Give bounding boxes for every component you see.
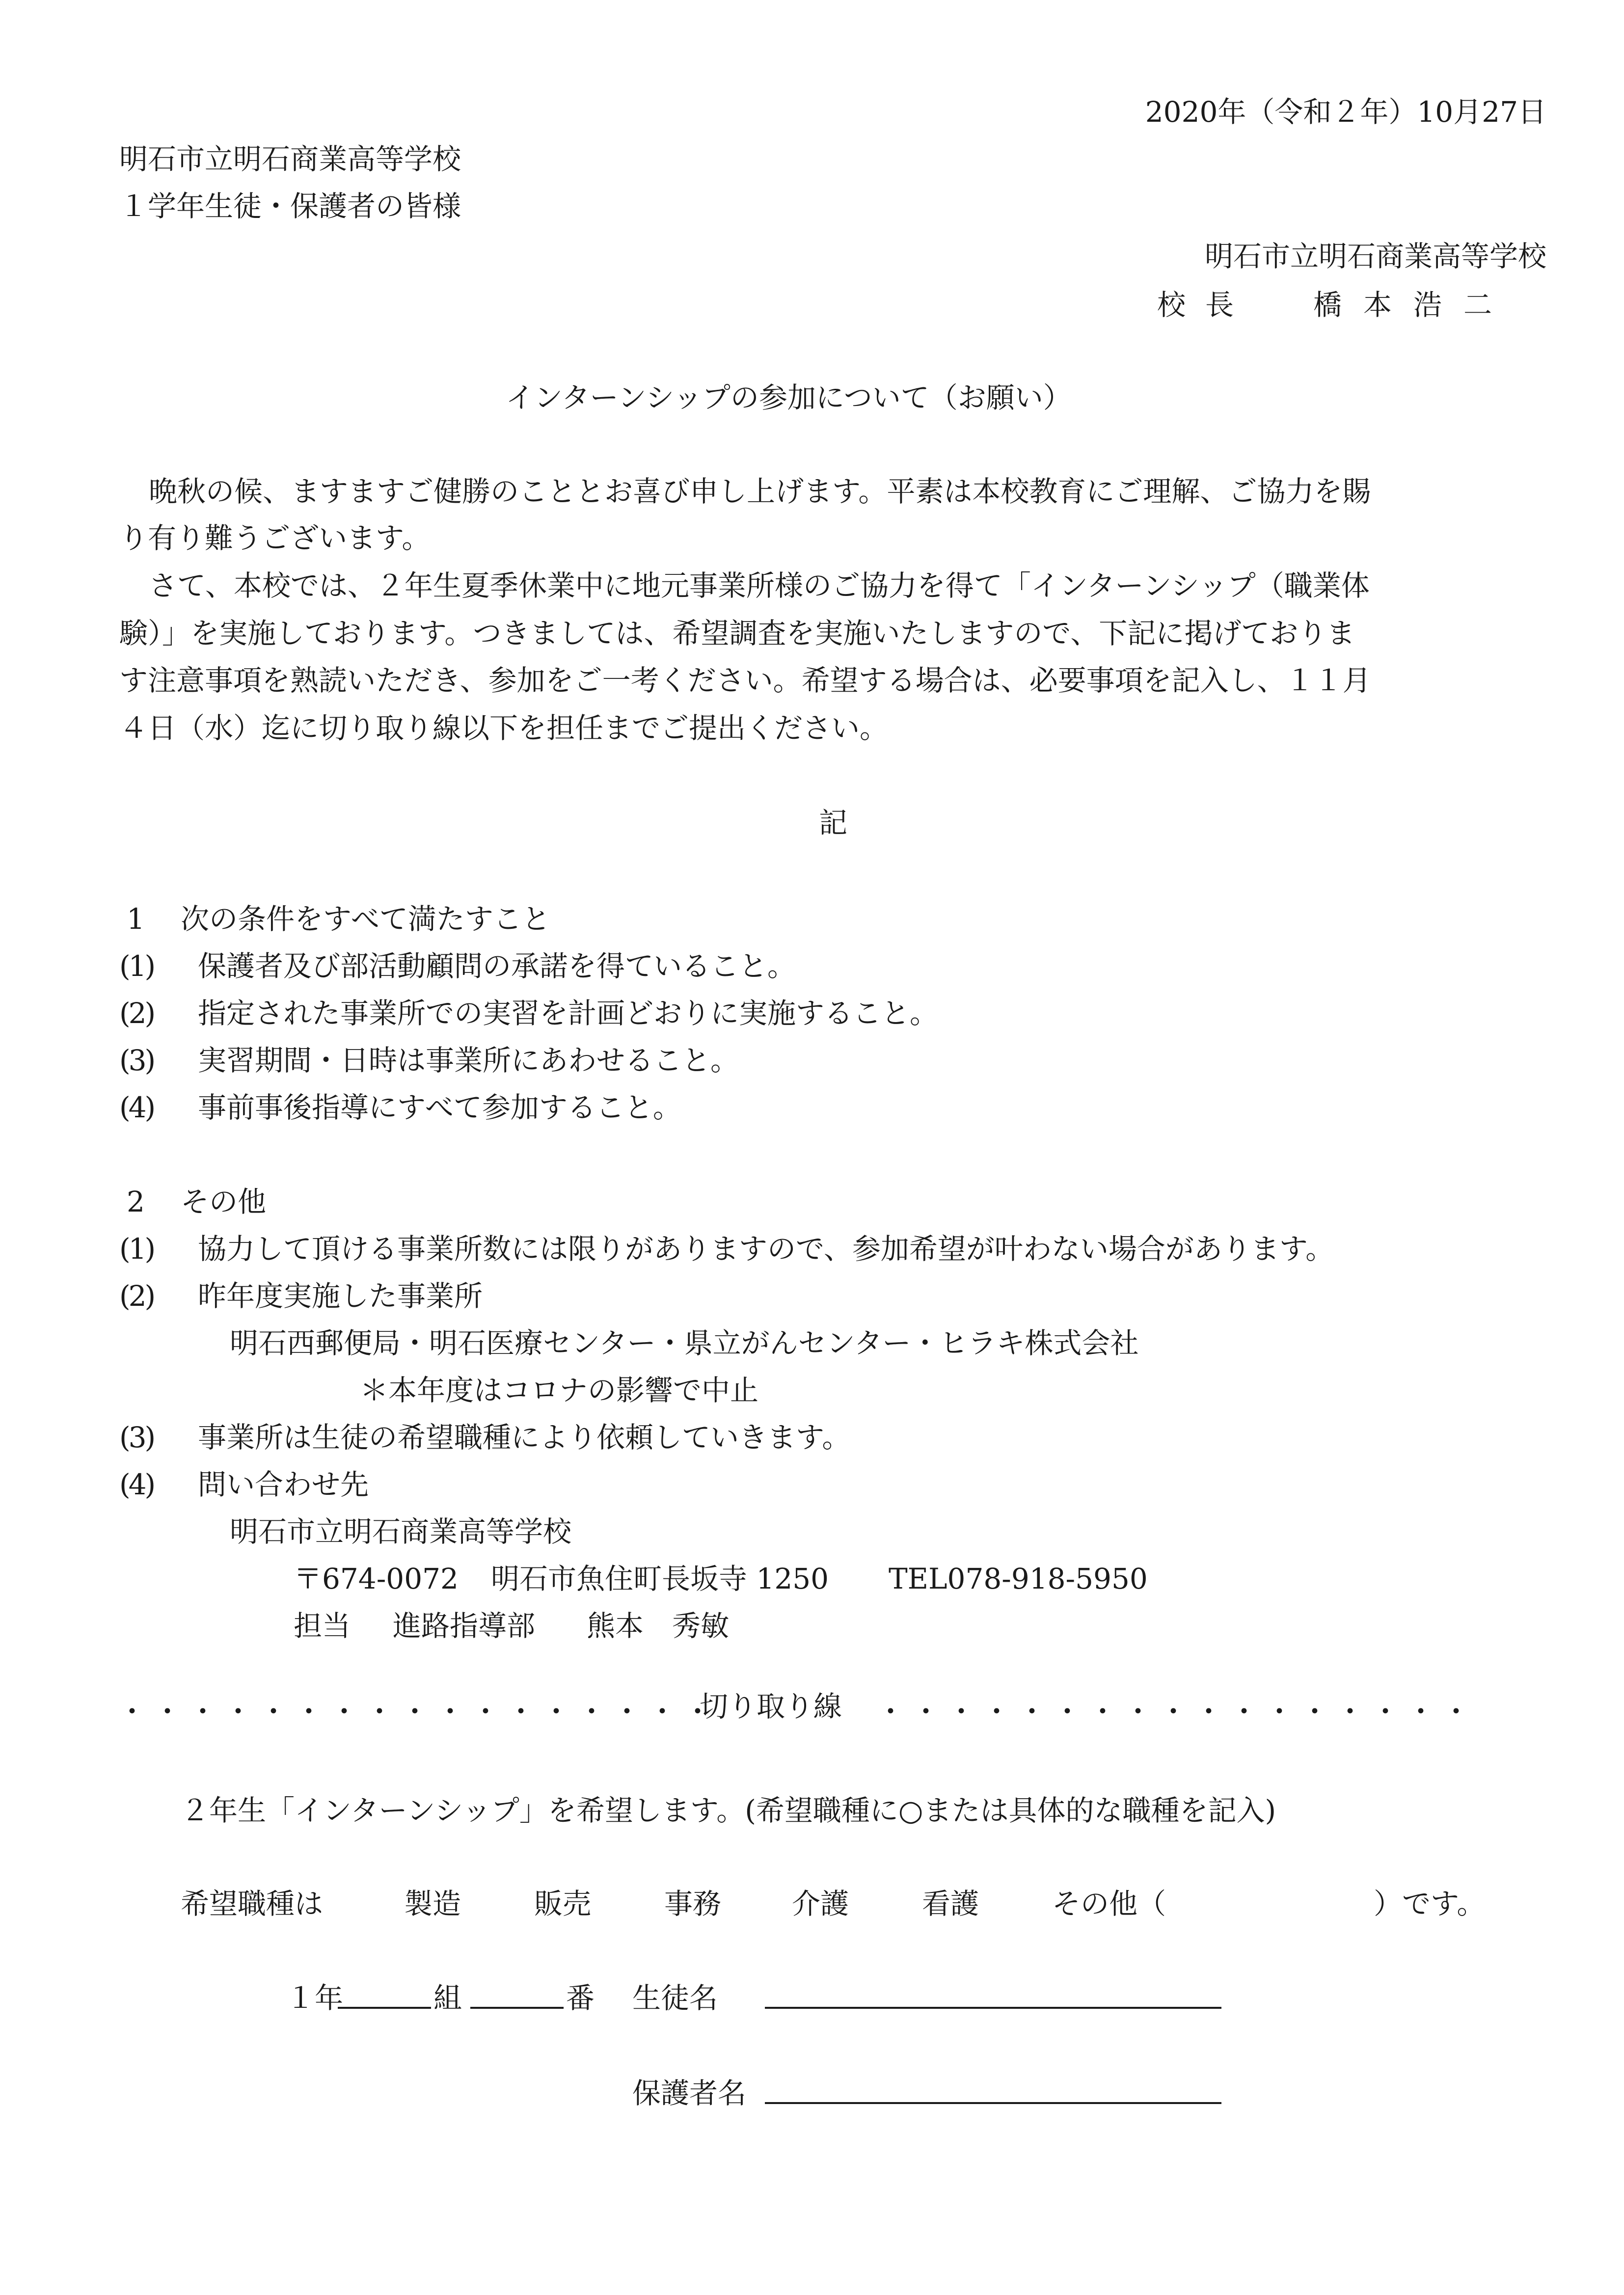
cutline-dots-left: ・・・・・・・・・・・・・・・・・ [118, 1695, 719, 1728]
paragraph-2-line-2: 験）」を実施しております。つきましては、希望調査を実施いたしますので、下記に掲げておりま [119, 617, 1355, 650]
guardian-name-field[interactable] [765, 2102, 1221, 2104]
section-2-item-2-text: 昨年度実施した事業所 [198, 1279, 483, 1313]
class-label: 組 [433, 1981, 462, 2015]
previous-companies: 明石西郵便局・明石医療センター・県立がんセンター・ヒラキ株式会社 [230, 1326, 1139, 1360]
contact-school: 明石市立明石商業高等学校 [230, 1515, 572, 1548]
section-1-item-2-text: 指定された事業所での実習を計画どおりに実施すること。 [198, 997, 939, 1030]
section-2-item-2-mark: (2) [119, 1279, 154, 1313]
student-name-field[interactable] [765, 2007, 1221, 2009]
job-option-care[interactable]: 介護 [792, 1887, 849, 1920]
job-option-sales[interactable]: 販売 [534, 1887, 592, 1920]
paragraph-2-line-4: ４日（水）迄に切り取り線以下を担任までご提出ください。 [119, 711, 889, 745]
section-1-heading: 次の条件をすべて満たすこと [181, 902, 550, 936]
sender-title: 校長 [1157, 288, 1254, 322]
contact-address: 明石市魚住町長坂寺 1250 [491, 1562, 829, 1595]
job-label: 希望職種は [181, 1887, 324, 1920]
ki-heading: 記 [819, 806, 848, 839]
form-statement: ２年生「インターンシップ」を希望します。(希望職種に○または具体的な職種を記入) [181, 1794, 1276, 1827]
number-label: 番 [566, 1981, 595, 2015]
section-2-item-3-text: 事業所は生徒の希望職種により依頼していきます。 [198, 1421, 851, 1454]
document-date: 2020年（令和２年）10月27日 [1145, 95, 1546, 129]
paragraph-2-line-1: さて、本校では、２年生夏季休業中に地元事業所様のご協力を得て「インターンシップ（職業体 [149, 569, 1370, 602]
section-1-number: 1 [127, 902, 145, 936]
cutline-dots-right: ・・・・・・・・・・・・・・・・・ [876, 1695, 1478, 1728]
section-1-item-2-mark: (2) [119, 997, 154, 1030]
section-1-item-1-mark: (1) [119, 949, 154, 983]
section-1-item-3-text: 実習期間・日時は事業所にあわせること。 [198, 1044, 739, 1077]
section-2-item-1-mark: (1) [119, 1232, 154, 1266]
section-1-item-4-mark: (4) [119, 1091, 154, 1124]
sender-name: 橋本浩二 [1313, 288, 1514, 322]
contact-person-label: 担当 [294, 1609, 351, 1643]
section-1-item-3-mark: (3) [119, 1044, 154, 1077]
job-other-field[interactable] [1203, 1888, 1370, 1920]
section-2-item-4-mark: (4) [119, 1468, 154, 1501]
section-2-heading: その他 [181, 1185, 267, 1218]
class-blank[interactable] [338, 2007, 431, 2009]
contact-department: 進路指導部 [393, 1609, 536, 1643]
job-option-office[interactable]: 事務 [664, 1887, 722, 1920]
document-title: インターンシップの参加について（お願い） [506, 381, 1072, 414]
guardian-name-label: 保護者名 [632, 2077, 747, 2110]
section-2-number: 2 [127, 1185, 145, 1218]
recipient-people: １学年生徒・保護者の皆様 [119, 189, 461, 223]
paragraph-1-line-2: り有り難うございます。 [119, 521, 431, 555]
recipient-school: 明石市立明石商業高等学校 [119, 142, 461, 176]
job-option-nursing[interactable]: 看護 [922, 1887, 979, 1920]
job-other-close: ）です。 [1374, 1887, 1486, 1920]
contact-postal-code: 〒674-0072 [294, 1562, 459, 1595]
paragraph-2-line-3: す注意事項を熟読いただき、参加をご一考ください。希望する場合は、必要事項を記入し、１１月 [119, 664, 1371, 697]
section-2-item-3-mark: (3) [119, 1421, 154, 1454]
student-number-blank[interactable] [470, 2007, 564, 2009]
grade-label: １年 [286, 1981, 344, 2015]
paragraph-1-line-1: 晩秋の候、ますますご健勝のこととお喜び申し上げます。平素は本校教育にご理解、ご協力を賜 [149, 475, 1371, 508]
section-1-item-1-text: 保護者及び部活動顧問の承諾を得ていること。 [198, 949, 796, 983]
section-1-item-4-text: 事前事後指導にすべて参加すること。 [198, 1091, 681, 1124]
section-2-item-4-text: 問い合わせ先 [198, 1468, 369, 1501]
section-2-item-1-text: 協力して頂ける事業所数には限りがありますので、参加希望が叶わない場合があります。 [198, 1232, 1334, 1266]
previous-companies-note: ＊本年度はコロナの影響で中止 [360, 1374, 759, 1407]
cutline-label: 切り取り線 [700, 1690, 842, 1723]
job-option-manufacturing[interactable]: 製造 [404, 1887, 461, 1920]
contact-telephone: TEL078-918-5950 [889, 1562, 1148, 1595]
sender-school: 明石市立明石商業高等学校 [1204, 240, 1546, 273]
student-name-label: 生徒名 [632, 1981, 718, 2015]
job-other-open: その他（ [1052, 1887, 1166, 1920]
contact-name: 熊本 秀敏 [587, 1609, 730, 1643]
